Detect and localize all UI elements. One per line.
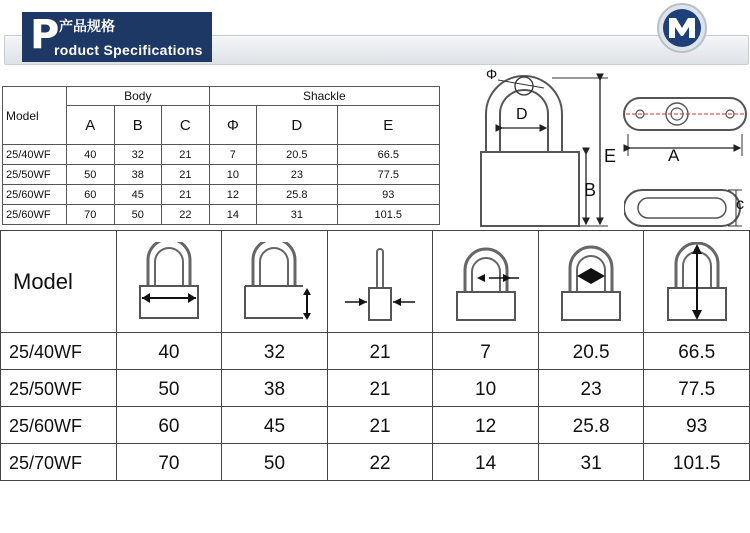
e-label: E [604, 146, 617, 166]
col-b: B [114, 106, 162, 145]
value-cell: 25.8 [538, 407, 644, 444]
a-label: A [668, 146, 680, 165]
table-row [1, 444, 750, 481]
col-phi: Φ [209, 106, 257, 145]
value-cell: 21 [327, 407, 433, 444]
model-cell: 25/50WF [3, 165, 67, 185]
value-cell: 14 [433, 444, 539, 481]
title-letter: P [30, 12, 60, 58]
value-cell: 93 [337, 185, 439, 205]
table-row [1, 333, 750, 370]
model-cell: 25/60WF [3, 185, 67, 205]
table-row [3, 145, 440, 165]
shackle-inner-width-icon [538, 231, 644, 333]
value-cell: 70 [116, 444, 222, 481]
value-cell: 70 [67, 205, 115, 225]
brand-logo-icon [656, 2, 708, 54]
value-cell: 66.5 [644, 333, 750, 370]
shackle-diameter-icon [433, 231, 539, 333]
big-model-header: Model [1, 231, 117, 333]
value-cell: 23 [538, 370, 644, 407]
value-cell: 21 [162, 145, 210, 165]
value-cell: 10 [433, 370, 539, 407]
model-cell: 25/60WF [1, 407, 117, 444]
col-c: C [162, 106, 210, 145]
value-cell: 21 [327, 333, 433, 370]
value-cell: 20.5 [257, 145, 337, 165]
b-label: B [584, 180, 597, 200]
value-cell: 10 [209, 165, 257, 185]
value-cell: 22 [162, 205, 210, 225]
padlock-top-diagram [622, 90, 748, 156]
table-row [3, 165, 440, 185]
model-cell: 25/70WF [1, 444, 117, 481]
table-row [1, 370, 750, 407]
shackle-header: Shackle [209, 87, 439, 106]
value-cell: 40 [67, 145, 115, 165]
value-cell: 77.5 [644, 370, 750, 407]
value-cell: 21 [327, 370, 433, 407]
c-label: c [736, 196, 744, 213]
table-row [1, 407, 750, 444]
value-cell: 38 [222, 370, 328, 407]
body-header: Body [67, 87, 210, 106]
padlock-side-diagram [624, 184, 748, 232]
big-spec-table [0, 230, 750, 481]
value-cell: 50 [114, 205, 162, 225]
value-cell: 101.5 [337, 205, 439, 225]
model-cell: 25/40WF [1, 333, 117, 370]
body-width-icon [116, 231, 222, 333]
model-cell: 25/40WF [3, 145, 67, 165]
value-cell: 25.8 [257, 185, 337, 205]
value-cell: 32 [114, 145, 162, 165]
value-cell: 22 [327, 444, 433, 481]
phi-label: Φ [486, 66, 498, 82]
value-cell: 45 [114, 185, 162, 205]
value-cell: 60 [67, 185, 115, 205]
small-spec-table [2, 86, 440, 225]
value-cell: 60 [116, 407, 222, 444]
value-cell: 45 [222, 407, 328, 444]
value-cell: 14 [209, 205, 257, 225]
value-cell: 21 [162, 165, 210, 185]
col-e: E [337, 106, 439, 145]
padlock-front-diagram [448, 64, 618, 230]
body-height-icon [222, 231, 328, 333]
value-cell: 7 [433, 333, 539, 370]
value-cell: 20.5 [538, 333, 644, 370]
value-cell: 101.5 [644, 444, 750, 481]
total-height-icon [644, 231, 750, 333]
value-cell: 23 [257, 165, 337, 185]
value-cell: 50 [67, 165, 115, 185]
body-thickness-icon [327, 231, 433, 333]
value-cell: 66.5 [337, 145, 439, 165]
value-cell: 7 [209, 145, 257, 165]
value-cell: 77.5 [337, 165, 439, 185]
value-cell: 50 [222, 444, 328, 481]
model-cell: 25/60WF [3, 205, 67, 225]
value-cell: 21 [162, 185, 210, 205]
value-cell: 32 [222, 333, 328, 370]
d-label: D [516, 106, 528, 123]
title-english: roduct Specifications [54, 42, 203, 58]
small-model-header: Model [3, 87, 67, 145]
title-chinese: 产品规格 [59, 18, 115, 34]
col-d: D [257, 106, 337, 145]
value-cell: 12 [433, 407, 539, 444]
model-cell: 25/50WF [1, 370, 117, 407]
value-cell: 38 [114, 165, 162, 185]
value-cell: 40 [116, 333, 222, 370]
value-cell: 93 [644, 407, 750, 444]
table-row [3, 185, 440, 205]
value-cell: 50 [116, 370, 222, 407]
col-a: A [67, 106, 115, 145]
table-row [3, 205, 440, 225]
value-cell: 12 [209, 185, 257, 205]
value-cell: 31 [538, 444, 644, 481]
value-cell: 31 [257, 205, 337, 225]
